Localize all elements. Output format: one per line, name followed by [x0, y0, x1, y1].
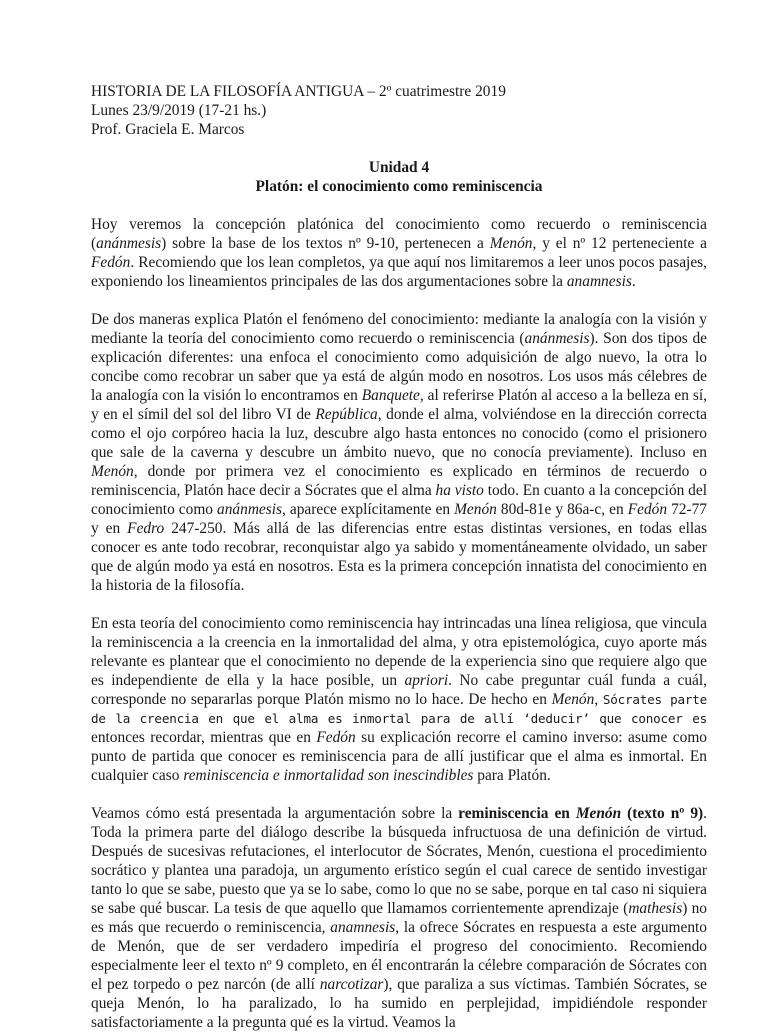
bold-run: (texto nº 9) — [621, 805, 704, 822]
italic-term: Fedón — [91, 254, 131, 271]
italic-term: apriori — [404, 672, 449, 689]
bold-italic-term: Menón — [575, 805, 622, 822]
text-run: De dos maneras explica Platón el fenómeno del conocimiento: mediante la analogía con la visión y mediante la teoría del conocimiento como recuerdo o reminiscencia ( — [91, 311, 707, 347]
italic-term: anánmesis — [524, 330, 590, 347]
text-run: 80d-81e y 86a-c, en — [496, 501, 628, 518]
italic-term: narcotizar — [319, 976, 384, 993]
course-title: HISTORIA DE LA FILOSOFÍA ANTIGUA – 2º cuatrimestre 2019 — [91, 83, 506, 100]
text-run: 72-77 y en — [91, 501, 707, 537]
italic-term: ha visto — [435, 482, 484, 499]
text-run: . Recomiendo que los lean completos, ya que aquí nos limitaremos a leer unos pocos pasajes, exponiendo los lineamientos principales de las dos argumentaciones sobre la — [91, 254, 707, 290]
text-run: . No cabe preguntar cuál funda a cuál, corresponde no separarlas porque Platón mismo no lo hace. De hecho en — [91, 672, 708, 708]
italic-term: anánmesis — [96, 235, 162, 252]
unit-title: Platón: el conocimiento como reminiscencia — [255, 178, 543, 195]
text-run: , la ofrece Sócrates en respuesta a este argumento de Menón, que de ser verdadero impediría el progreso del conocimiento. Recomiendo especialmente leer el texto nº 9 completo, en él encontrarán la célebre comparación de Sócrates con el pez torpedo o pez narcón (de allí — [91, 919, 707, 993]
text-run: ) sobre la base de los textos nº 9-10, pertenecen a — [161, 235, 490, 252]
paragraph-2 — [91, 310, 707, 595]
italic-term: reminiscencia e inmortalidad son inescindibles — [183, 767, 474, 784]
professor-name: Prof. Graciela E. Marcos — [91, 121, 245, 138]
italic-term: anamnesis — [566, 273, 632, 290]
paragraph-3 — [91, 614, 707, 785]
italic-term: mathesis — [628, 900, 683, 917]
unit-number: Unidad 4 — [368, 159, 430, 176]
text-run: 247-250. Más allá de las diferencias entre estas distintas versiones, en todas ellas conocer es ante todo recobrar, reconquistar algo ya sabido y momentáneamente olvidado, un saber que de algún modo ya está en nosotros. Esta es la primera concepción innatista del conocimiento en la historia de la filosofía. — [91, 520, 708, 594]
italic-term: Menón — [551, 691, 595, 708]
paragraph-1 — [91, 215, 707, 291]
text-run: , donde el alma, volviéndose en la dirección correcta como el ojo corpóreo hacia la luz, descubre algo hasta entonces no conocido (como el prisionero que sale de la caverna y descubre un ámbito nuevo, que no conocía previamente). Incluso en — [91, 406, 707, 461]
bold-run: reminiscencia en — [458, 805, 576, 822]
italic-term: Fedón — [627, 501, 668, 518]
class-date: Lunes 23/9/2019 (17-21 hs.) — [91, 102, 267, 119]
text-run: , — [594, 691, 603, 708]
italic-term: Banquete — [361, 387, 420, 404]
italic-term: Fedón — [316, 729, 356, 746]
italic-term: anamnesis — [330, 919, 396, 936]
text-run: Hoy veremos la concepción platónica del conocimiento como recuerdo o reminiscencia ( — [91, 216, 707, 252]
text-run: Veamos cómo está presentada la argumentación sobre la — [91, 805, 459, 822]
italic-term: Menón — [91, 463, 134, 480]
text-run: . Toda la primera parte del diálogo describe la búsqueda infructuosa de una definición de virtud. Después de sucesivas refutaciones, el interlocutor de Sócrates, Menón, cuestiona el procedimiento socrático y plantea una paradoja, un argumento erístico según el cual carece de sentido investigar tanto lo que se sabe, puesto que ya se lo sabe, como lo que no se sabe, porque en tal caso ni siquiera se sabe qué buscar. La tesis de que aquello que llamamos corrientemente aprendizaje ( — [91, 805, 708, 917]
text-run: , aparece explícitamente en — [282, 501, 455, 518]
text-run: , donde por primera vez el conocimiento es explicado en términos de recuerdo o reminiscencia, Platón hace decir a Sócrates que el alma — [91, 463, 707, 499]
italic-term: República — [315, 406, 378, 423]
course-header — [91, 82, 707, 139]
italic-term: Menón — [489, 235, 533, 252]
text-run: , al referirse Platón al acceso a la belleza en sí, y en el símil del sol del libro VI de — [91, 387, 707, 423]
text-run: entonces recordar, mientras que en — [91, 729, 317, 746]
text-run: ), que paraliza a sus víctimas. También Sócrates, se queja Menón, lo ha paralizado, lo ha sumido en perplejidad, impidiéndole responder satisfactoriamente a la pregunta qué es la virtud. Veamos la — [91, 976, 708, 1031]
unit-heading — [91, 158, 707, 196]
text-run: En esta teoría del conocimiento como reminiscencia hay intrincadas una línea religiosa, que vincula la reminiscencia a la creencia en la inmortalidad del alma, y otra epistemológica, cuyo aporte más relevante es plantear que el conocimiento no depende de la experiencia sino que requiere algo que es independiente de ella y la hace posible, un — [91, 615, 707, 689]
text-run: , y el nº 12 perteneciente a — [532, 235, 707, 252]
text-run: . — [631, 273, 636, 290]
paragraph-4 — [91, 804, 707, 1032]
text-run: ). Son dos tipos de explicación diferentes: una enfoca el conocimiento como adquisición de algo nuevo, la otra lo concibe como recobrar un saber que ya está de algún modo en nosotros. Los usos más célebres de la analogía con la visión lo encontramos en — [91, 330, 707, 404]
text-run: ) no es más que recuerdo o reminiscencia, — [91, 900, 707, 936]
text-run: todo. En cuanto a la concepción del conocimiento como — [91, 482, 707, 518]
text-run: su explicación recorre el camino inverso: asume como punto de partida que conocer es reminiscencia para de allí justificar que el alma es inmortal. En cualquier caso — [91, 729, 707, 784]
monospace-run: Sócrates parte de la creencia en que el alma es inmortal para de allí ‘deducir’ que conocer es — [91, 692, 707, 726]
italic-term: anánmesis — [217, 501, 283, 518]
italic-term: Menón — [454, 501, 497, 518]
italic-term: Fedro — [127, 520, 165, 537]
text-run: para Platón. — [473, 767, 551, 784]
